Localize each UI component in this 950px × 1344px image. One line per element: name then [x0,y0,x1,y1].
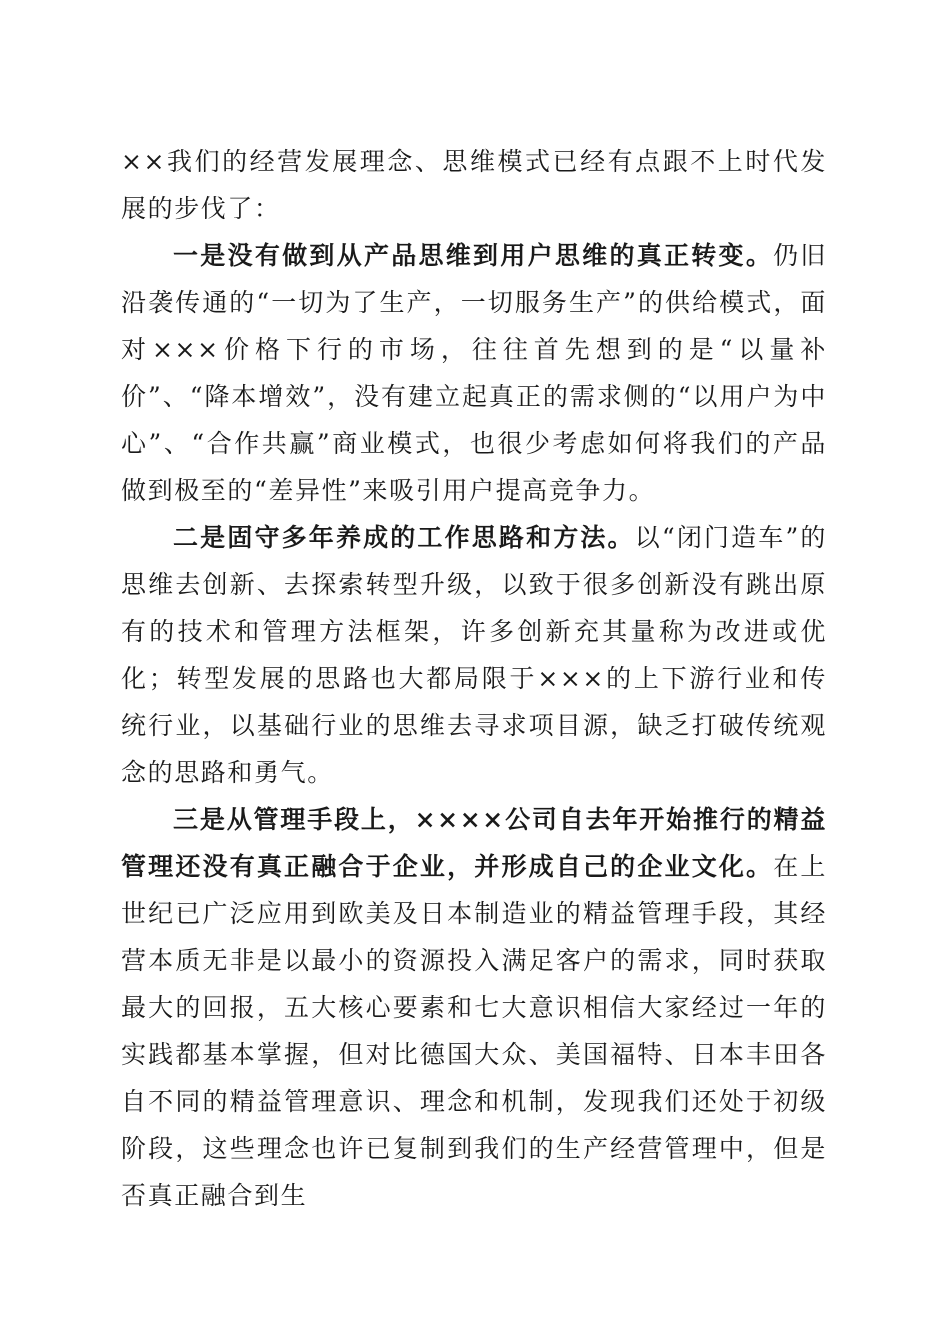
paragraph-point-three [121,796,827,1219]
paragraph-point-two-text: 以“闭门造车”的思维去创新、去探索转型升级，以致于很多创新没有跳出原有的技术和管理方法框架，许多创新充其量称为改进或优化；转型发展的思路也大都局限于×××的上下游行业和传统行业，以基础行业的思维去寻求项目源，缺乏打破传统观念的思路和勇气。 [121,523,827,787]
paragraph-intro-text: ××我们的经营发展理念、思维模式已经有点跟不上时代发展的步伐了： [121,147,827,223]
paragraph-point-three-lead: 三是从管理手段上，××××公司自去年开始推行的精益管理还没有真正融合于企业，并形成自己的企业文化。 [121,805,827,881]
paragraph-point-one [121,232,827,514]
paragraph-point-three-text: 在上世纪已广泛应用到欧美及日本制造业的精益管理手段，其经营本质无非是以最小的资源投入满足客户的需求，同时获取最大的回报，五大核心要素和七大意识相信大家经过一年的实践都基本掌握，但对比德国大众、美国福特、日本丰田各自不同的精益管理意识、理念和机制，发现我们还处于初级阶段，这些理念也许已复制到我们的生产经营管理中，但是否真正融合到生 [121,852,827,1210]
document-body [121,138,827,1219]
paragraph-point-one-lead: 一是没有做到从产品思维到用户思维的真正转变。 [173,241,774,270]
paragraph-intro [121,138,827,232]
paragraph-point-two-lead: 二是固守多年养成的工作思路和方法。 [173,523,635,552]
paragraph-point-two [121,514,827,796]
paragraph-point-one-text: 仍旧沿袭传通的“一切为了生产，一切服务生产”的供给模式，面对×××价格下行的市场，往往首先想到的是“以量补价”、“降本增效”，没有建立起真正的需求侧的“以用户为中心”、“合作共赢”商业模式，也很少考虑如何将我们的产品做到极至的“差异性”来吸引用户提高竞争力。 [121,241,828,505]
